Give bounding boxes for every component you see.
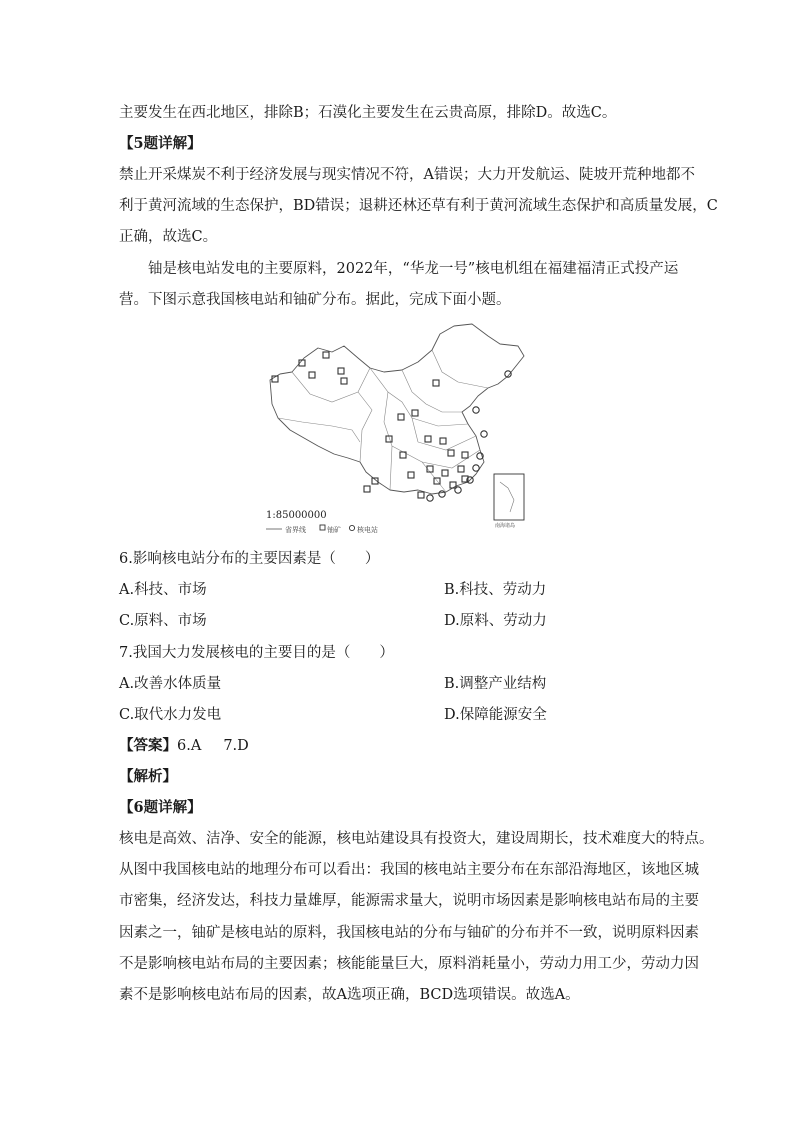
q7-option-d: D.保障能源安全 xyxy=(444,707,547,723)
q7-option-c: C.取代水力发电 xyxy=(119,707,222,723)
answer-line xyxy=(119,736,249,756)
q6-option-a: A.科技、市场 xyxy=(119,582,207,598)
inset-label: 南海诸岛 xyxy=(495,523,516,529)
text-line: 正确，故选C。 xyxy=(119,229,218,245)
text-line: 主要发生在西北地区，排除B；石漠化主要发生在云贵高原，排除D。故选C。 xyxy=(119,105,617,121)
q7-option-b: B.调整产业结构 xyxy=(444,676,547,692)
text-line: 铀是核电站发电的主要原料，2022年，“华龙一号”核电机组在福建福清正式投产运 xyxy=(148,261,679,277)
answer-label: 【答案】 xyxy=(119,737,177,754)
q6-option-c: C.原料、市场 xyxy=(119,613,207,629)
q7-option-a: A.改善水体质量 xyxy=(119,676,222,692)
q6-option-b: B.科技、劳动力 xyxy=(444,582,547,598)
china-nuclear-uranium-map xyxy=(262,322,532,538)
q6-detail-heading: 【6题详解】 xyxy=(119,799,202,816)
text-line: 素不是影响核电站布局的因素，故A选项正确，BCD选项错误。故选A。 xyxy=(119,987,580,1003)
text-line: 市密集，经济发达，科技力量雄厚，能源需求量大，说明市场因素是影响核电站布局的主要 xyxy=(119,893,699,909)
china-outline xyxy=(270,324,524,494)
map-scale: 1:85000000 xyxy=(266,510,327,521)
text-line: 营。下图示意我国核电站和铀矿分布。据此，完成下面小题。 xyxy=(119,292,511,308)
q7-stem: 7.我国大力发展核电的主要目的是（ ） xyxy=(119,645,394,661)
text-line: 禁止开采煤炭不利于经济发展与现实情况不符，A错误；大力开发航运、陡坡开荒种地都不 xyxy=(119,167,695,183)
q5-heading: 【5题详解】 xyxy=(119,135,202,152)
legend-uranium-label: 铀矿 xyxy=(327,526,341,534)
answer-q6: 6.A xyxy=(177,738,202,754)
q6-stem: 6.影响核电站分布的主要因素是（ ） xyxy=(119,551,380,567)
text-line: 利于黄河流域的生态保护，BD错误；退耕还林还草有利于黄河流域生态保护和高质量发展，C xyxy=(119,198,718,214)
legend-nuclear-label: 核电站 xyxy=(357,526,378,534)
analysis-label: 【解析】 xyxy=(119,768,177,785)
text-line: 从图中我国核电站的地理分布可以看出：我国的核电站主要分布在东部沿海地区，该地区城 xyxy=(119,862,699,878)
legend-border-label: 省界线 xyxy=(285,526,306,534)
answer-q7: 7.D xyxy=(223,738,249,754)
text-line: 不是影响核电站布局的主要因素；核能能量巨大，原料消耗量小，劳动力用工少，劳动力因 xyxy=(119,956,699,972)
q6-option-d: D.原料、劳动力 xyxy=(444,613,547,629)
south-sea-inset xyxy=(494,474,524,520)
uranium-markers xyxy=(272,352,468,498)
map-legend xyxy=(266,522,515,534)
text-line: 因素之一，铀矿是核电站的原料，我国核电站的分布与铀矿的分布并不一致，说明原料因素 xyxy=(119,925,699,941)
text-line: 核电是高效、洁净、安全的能源，核电站建设具有投资大，建设周期长，技术难度大的特点。 xyxy=(119,831,714,847)
